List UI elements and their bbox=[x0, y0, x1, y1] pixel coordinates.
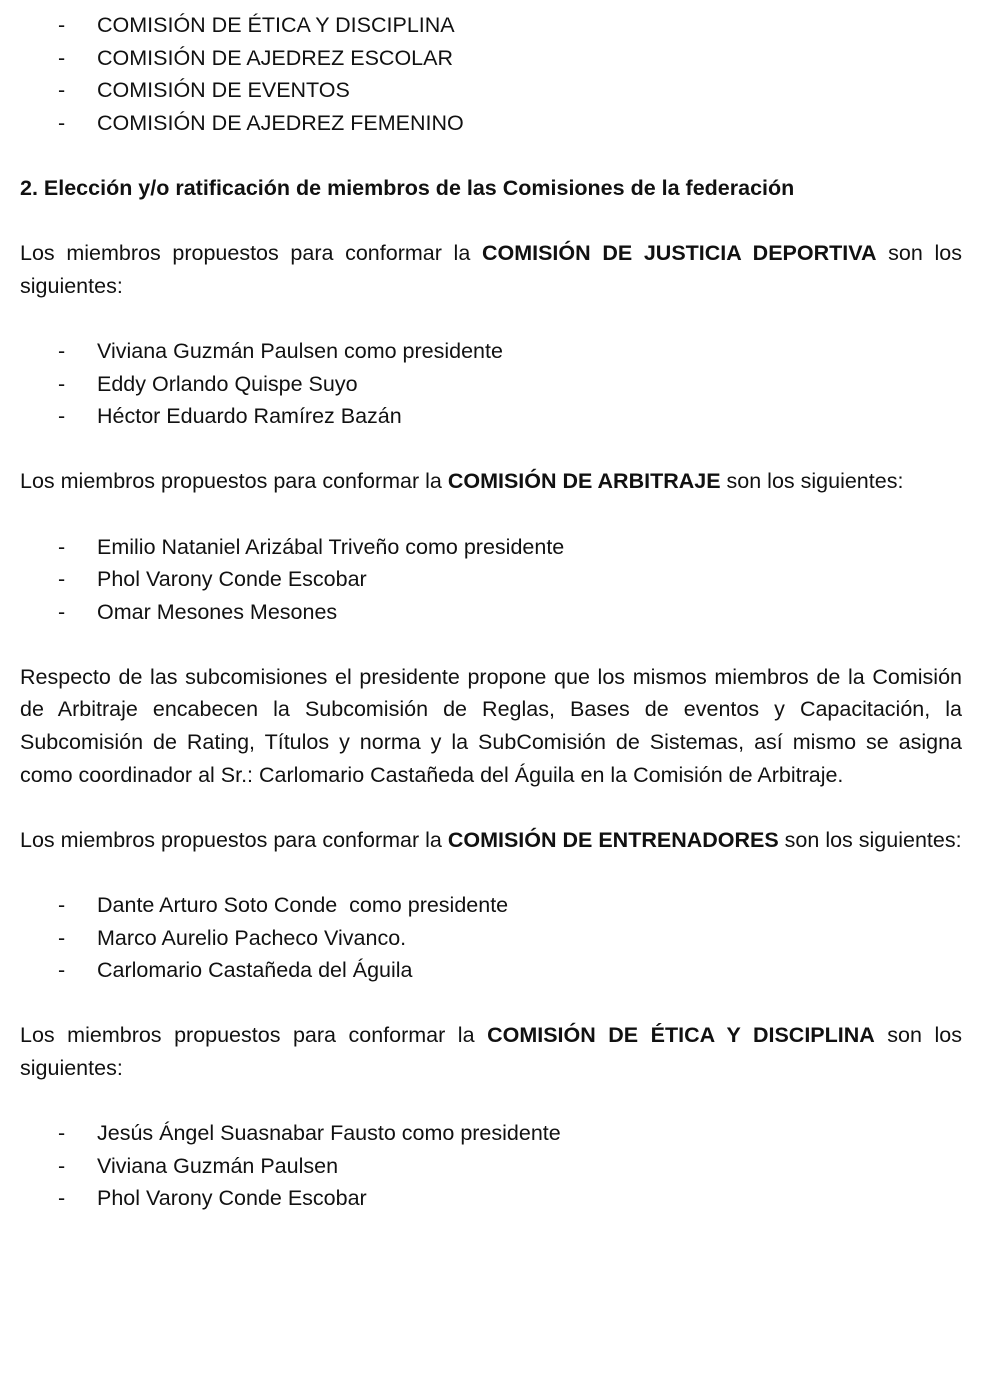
justicia-members bbox=[20, 335, 962, 433]
entrenadores-commission-name: COMISIÓN DE ENTRENADORES bbox=[447, 827, 779, 852]
list-item: - Viviana Guzmán Paulsen como presidente bbox=[58, 338, 503, 363]
arbitraje-paragraph bbox=[20, 465, 962, 498]
list-item: - Eddy Orlando Quispe Suyo bbox=[58, 371, 358, 396]
member-name: Phol Varony Conde Escobar bbox=[97, 1186, 367, 1211]
list-item-text: COMISIÓN DE ÉTICA Y DISCIPLINA bbox=[97, 13, 455, 37]
commissions-list bbox=[20, 9, 962, 139]
arbitraje-lead: Los miembros propuestos para conformar la bbox=[20, 469, 448, 494]
list-item: - Dante Arturo Soto Conde como presidente bbox=[58, 893, 509, 918]
list-item: - Phol Varony Conde Escobar bbox=[58, 567, 367, 592]
etica-tail: son los siguientes: bbox=[20, 1023, 962, 1080]
member-name: Emilio Nataniel Arizábal Triveño como presidente bbox=[97, 534, 565, 559]
list-item: - COMISIÓN DE AJEDREZ ESCOLAR bbox=[58, 45, 454, 70]
section-heading: 2. Elección y/o ratificación de miembros de las Comisiones de la federación bbox=[20, 175, 795, 200]
justicia-commission-name: COMISIÓN DE JUSTICIA DEPORTIVA bbox=[481, 241, 877, 266]
entrenadores-lead: Los miembros propuestos para conformar la bbox=[20, 827, 448, 852]
member-name: Marco Aurelio Pacheco Vivanco. bbox=[97, 925, 407, 950]
member-name: Jesús Ángel Suasnabar Fausto como presidente bbox=[97, 1121, 561, 1146]
member-name: Viviana Guzmán Paulsen bbox=[97, 1153, 339, 1178]
list-item-text: COMISIÓN DE EVENTOS bbox=[97, 78, 350, 103]
arbitraje-commission-name: COMISIÓN DE ARBITRAJE bbox=[447, 469, 721, 494]
member-name: Carlomario Castañeda del Águila bbox=[97, 958, 413, 983]
member-name: Omar Mesones Mesones bbox=[97, 599, 338, 624]
member-name: Héctor Eduardo Ramírez Bazán bbox=[97, 404, 402, 429]
etica-commission-name: COMISIÓN DE ÉTICA Y DISCIPLINA bbox=[487, 1023, 875, 1048]
list-item-text: COMISIÓN DE AJEDREZ FEMENINO bbox=[97, 110, 464, 135]
list-item-text: COMISIÓN DE AJEDREZ ESCOLAR bbox=[97, 45, 454, 70]
list-item: - COMISIÓN DE AJEDREZ FEMENINO bbox=[58, 110, 464, 135]
subcomisiones-paragraph: Respecto de las subcomisiones el presidente propone que los mismos miembros de la Comisión de Arbitraje encabecen la Subcomisión de Reglas, Bases de eventos y Capacitación, la Subcomisión de Rating, Títulos y norma y la SubComisión de Sistemas, así mismo se asigna como coordinador al Sr.: Carlomario Castañeda del Águila en la Comisión de Arbitraje. bbox=[20, 664, 962, 787]
justicia-paragraph bbox=[20, 237, 962, 302]
list-item: - Jesús Ángel Suasnabar Fausto como presidente bbox=[58, 1121, 561, 1146]
document-page bbox=[20, 0, 962, 1215]
entrenadores-tail: son los siguientes: bbox=[778, 827, 962, 852]
etica-lead: Los miembros propuestos para conformar la bbox=[20, 1023, 488, 1048]
list-item: - Marco Aurelio Pacheco Vivanco. bbox=[58, 925, 407, 950]
list-item: - Viviana Guzmán Paulsen bbox=[58, 1153, 339, 1178]
list-item: - Omar Mesones Mesones bbox=[58, 599, 338, 624]
list-item: - COMISIÓN DE EVENTOS bbox=[58, 78, 350, 103]
etica-paragraph bbox=[20, 1019, 962, 1084]
entrenadores-paragraph bbox=[20, 824, 962, 857]
entrenadores-members bbox=[20, 889, 962, 987]
justicia-tail: son los siguientes: bbox=[20, 241, 962, 298]
arbitraje-tail: son los siguientes: bbox=[720, 469, 904, 494]
list-item: - Héctor Eduardo Ramírez Bazán bbox=[58, 404, 402, 429]
list-item: - Emilio Nataniel Arizábal Triveño como presidente bbox=[58, 534, 565, 559]
list-item: - Phol Varony Conde Escobar bbox=[58, 1186, 367, 1211]
member-name: Viviana Guzmán Paulsen como presidente bbox=[97, 338, 503, 363]
list-item: - COMISIÓN DE ÉTICA Y DISCIPLINA bbox=[58, 13, 455, 37]
etica-members bbox=[20, 1117, 962, 1215]
justicia-lead: Los miembros propuestos para conformar la bbox=[20, 241, 482, 266]
member-name: Phol Varony Conde Escobar bbox=[97, 567, 367, 592]
arbitraje-members bbox=[20, 531, 962, 629]
member-name: Eddy Orlando Quispe Suyo bbox=[97, 371, 358, 396]
member-name: Dante Arturo Soto Conde como presidente bbox=[97, 893, 509, 918]
list-item: - Carlomario Castañeda del Águila bbox=[58, 958, 413, 983]
